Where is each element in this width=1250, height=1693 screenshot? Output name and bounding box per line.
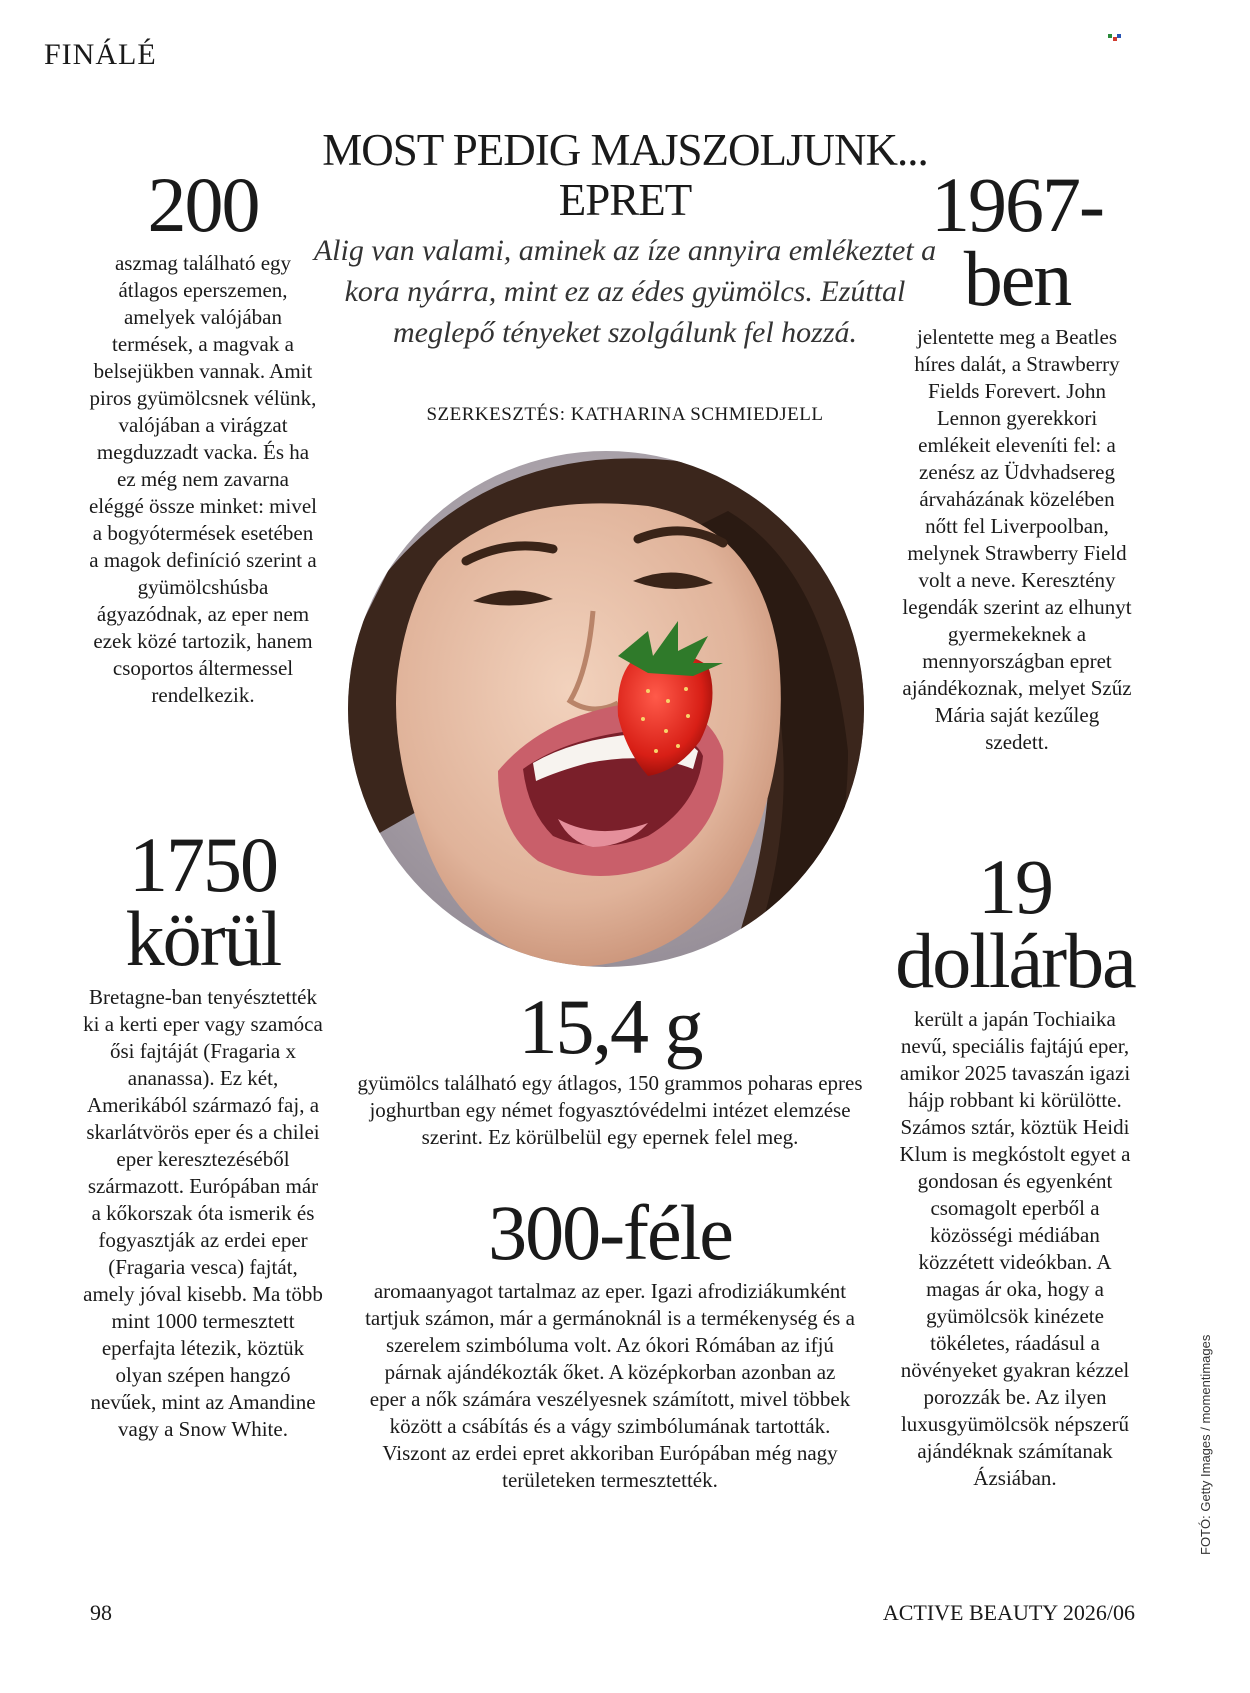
fact-15-4 <box>350 983 870 1151</box>
fact-15-4-text: gyümölcs található egy átlagos, 150 grammos poharas epres joghurtban egy német fogyasztóvédelmi intézet elemzése szerint. Ez körülbelül egy epernek felel meg. <box>357 1071 863 1149</box>
fact-1967-number-line-1: 1967- <box>931 161 1103 248</box>
fact-19-number <box>885 843 1145 1004</box>
publication-name: ACTIVE BEAUTY 2026/06 <box>882 1600 1135 1625</box>
section-label: FINÁLÉ <box>44 38 157 71</box>
color-mark-icon <box>1108 34 1122 44</box>
fact-1967-number-line-2: ben <box>963 235 1071 322</box>
fact-1967-number <box>902 161 1132 322</box>
fact-300-text: aromaanyagot tartalmaz az eper. Igazi afrodiziákumként tartjuk számon, már a germánoknál is a termékenység és a szerelem szimbóluma volt. Az ókori Rómában az ifjú párnak ajándékozták őket. A középkorban azonban az eper a nők számára veszélyesnek számított, mivel többek között a csábítás és a vágy szimbólumának tartották. Viszont az erdei epret akkoriban Európában még nagy területeken termesztették. <box>365 1279 855 1492</box>
photo-credit <box>1198 1334 1218 1575</box>
article-lead: Alig van valami, aminek az íze annyira emlékeztet a kora nyárra, mint ez az édes gyümölcs. Ezúttal meglepő tényeket szolgálunk fel hozzá. <box>313 234 937 349</box>
fact-300 <box>365 1189 855 1494</box>
fact-200-text: aszmag található egy átlagos eperszemen, amelyek valójában termések, a magvak a belsejükben vannak. Amit piros gyümölcsnek vélünk, valójában a virágzat megduzzadt vacka. És ha ez még nem zavarna eléggé össze minket: mivel a bogyótermések esetében a magok definíció szerint a gyümölcshúsba ágyazódnak, az eper nem ezek közé tartozik, hanem csoportos áltermessel rendelkezik. <box>88 251 318 707</box>
fact-1967 <box>902 161 1132 756</box>
fact-1750-number-line-2: körül <box>125 895 281 982</box>
fact-19-number-line-1: 19 <box>978 843 1052 930</box>
fact-200 <box>88 161 318 709</box>
fact-19-number-line-2: dollárba <box>895 917 1135 1004</box>
fact-1750-text: Bretagne-ban tenyésztették ki a kerti eper vagy szamóca ősi fajtáját (Fragaria x ananassa). Ez két, Amerikából származó faj, a skarlátvörös eper és a chilei eper keresztezéséből származott. Európában már a kőkorszak óta ismerik és fogyasztják az erdei eper (Fragaria vesca) fajtát, amely jóval kisebb. Ma több mint 1000 termesztett eperfajta létezik, köztük olyan szépen hangzó nevűek, mint az Amandine vagy a Snow White. <box>83 985 323 1441</box>
fact-200-number: 200 <box>147 161 259 248</box>
article-title-line-2: EPRET <box>558 175 692 225</box>
fact-1967-text: jelentette meg a Beatles híres dalát, a Strawberry Fields Forevert. John Lennon gyerekkori emlékeit eleveníti fel: a zenész az Üdvhadsereg árvaházának közelében nőtt fel Liverpoolban, melynek Strawberry Field volt a neve. Keresztény legendák szerint az elhunyt gyermekeknek a mennyországban epret ajándékoznak, melyet Szűz Mária saját kezűleg szedett. <box>902 325 1132 754</box>
fact-19-text: került a japán Tochiaika nevű, speciális fajtájú eper, amikor 2025 tavaszán igazi hájp robbant ki körülötte. Számos sztár, köztük Heidi Klum is megkóstolt egyet a gondosan és egyenként csomagolt eperből a közösségi médiában közzétett videókban. A magas ár oka, hogy a gyümölcsök kinézete tökéletes, ráadásul a növényeket gyakran kézzel porozzák be. Az ilyen luxusgyümölcsök népszerű ajándéknak számítanak Ázsiában. <box>899 1007 1131 1490</box>
fact-19 <box>885 843 1145 1492</box>
fact-300-number: 300-féle <box>488 1189 732 1276</box>
article-byline: SZERKESZTÉS: KATHARINA SCHMIEDJELL <box>426 404 824 425</box>
page-number: 98 <box>90 1600 112 1625</box>
photo-illustration <box>348 451 864 967</box>
article-title-line-1: MOST PEDIG MAJSZOLJUNK... <box>322 125 928 175</box>
article-title <box>300 125 950 225</box>
fact-15-4-number: 15,4 g <box>518 983 702 1070</box>
fact-1750-number-line-1: 1750 <box>129 821 277 908</box>
fact-1750 <box>82 821 324 1443</box>
fact-1750-number <box>82 821 324 982</box>
photo-credit-text: FOTÓ: Getty Images / momentimages <box>1198 1334 1213 1555</box>
woman-eating-strawberry-photo <box>348 451 864 967</box>
